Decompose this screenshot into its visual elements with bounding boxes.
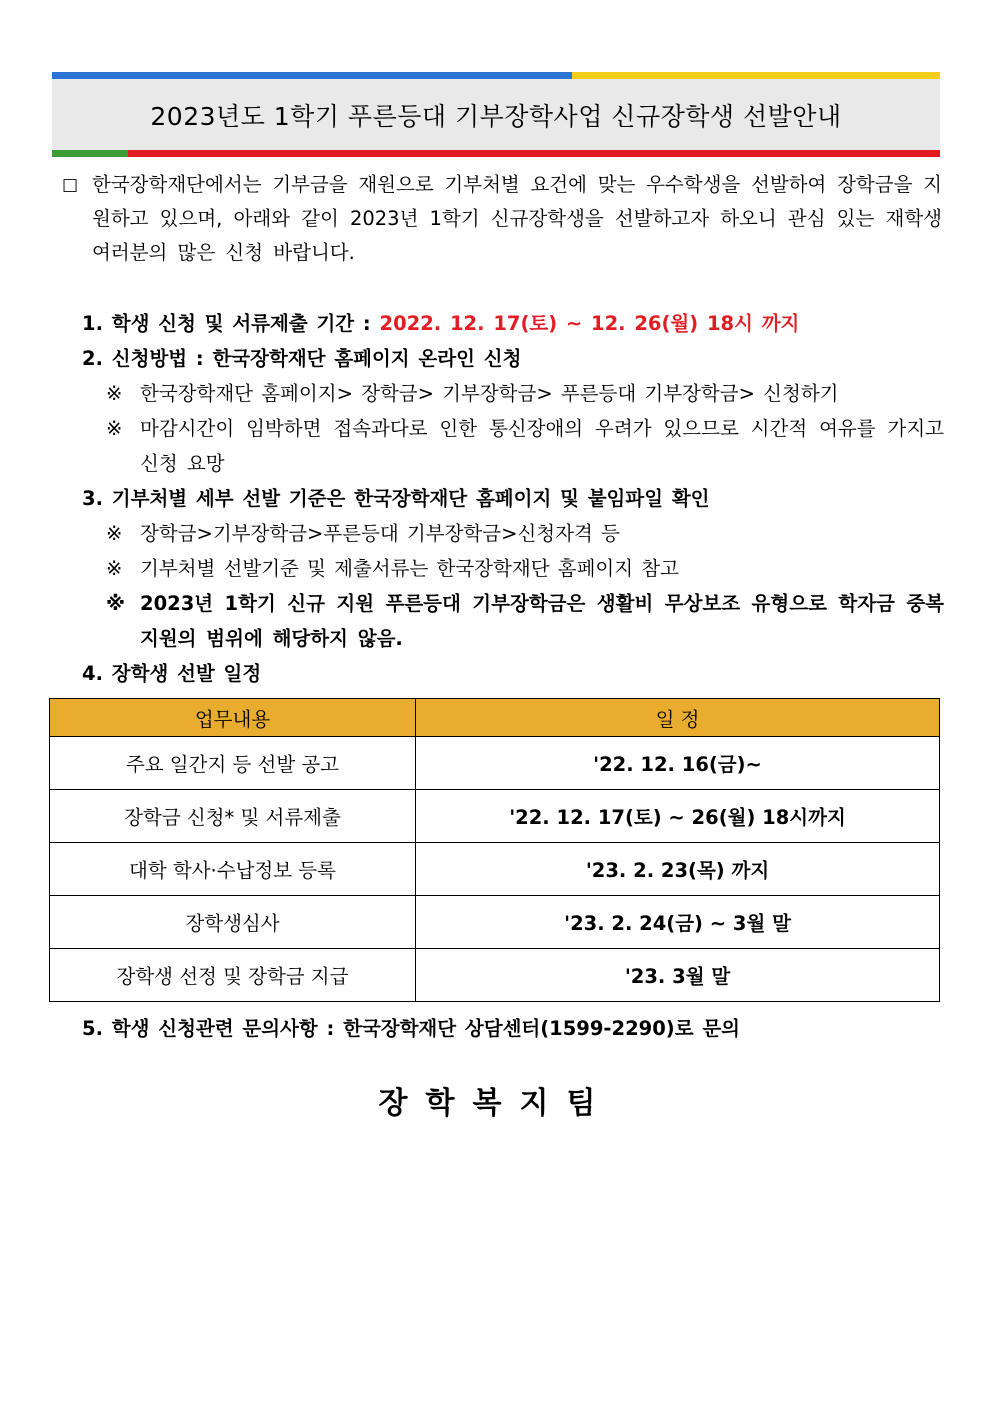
issuer-signature: 장학복지팀 bbox=[378, 1086, 614, 1121]
note-text: 장학금>기부장학금>푸른등대 기부장학금>신청자격 등 bbox=[140, 522, 620, 545]
column-header-task: 업무내용 bbox=[50, 699, 416, 737]
section-1-heading bbox=[82, 306, 944, 341]
application-period: 2022. 12. 17(토) ~ 12. 26(월) 18시 까지 bbox=[379, 312, 800, 335]
task-cell: 주요 일간지 등 선발 공고 bbox=[50, 737, 416, 790]
title-top-color-bar bbox=[52, 72, 940, 79]
task-cell: 장학생심사 bbox=[50, 896, 416, 949]
table-row bbox=[50, 896, 940, 949]
intro-paragraph bbox=[62, 168, 942, 270]
note-text: 2023년 1학기 신규 지원 푸른등대 기부장학금은 생활비 무상보조 유형으로 학자금 중복지원의 범위에 해당하지 않음. bbox=[140, 592, 944, 650]
date-cell: '22. 12. 17(토) ~ 26(월) 18시까지 bbox=[416, 790, 940, 843]
date-cell: '22. 12. 16(금)~ bbox=[416, 737, 940, 790]
note-text: 한국장학재단 홈페이지> 장학금> 기부장학금> 푸른등대 기부장학금> 신청하기 bbox=[140, 382, 839, 405]
section-2-note-1 bbox=[82, 376, 944, 411]
table-row bbox=[50, 949, 940, 1002]
schedule-table bbox=[49, 698, 940, 1002]
column-header-schedule: 일 정 bbox=[416, 699, 940, 737]
section-2-heading: 2. 신청방법 : 한국장학재단 홈페이지 온라인 신청 bbox=[82, 347, 522, 370]
task-cell: 대학 학사·수납정보 등록 bbox=[50, 843, 416, 896]
reference-mark-icon: ※ bbox=[106, 382, 123, 405]
section-4-heading: 4. 장학생 선발 일정 bbox=[82, 662, 262, 685]
reference-mark-icon: ※ bbox=[106, 417, 123, 440]
section-5-heading: 5. 학생 신청관련 문의사항 : 한국장학재단 상담센터(1599-2290)로 문의 bbox=[82, 1017, 741, 1040]
section-3-note-2 bbox=[82, 551, 944, 586]
task-cell: 장학생 선정 및 장학금 지급 bbox=[50, 949, 416, 1002]
date-cell: '23. 2. 24(금) ~ 3월 말 bbox=[416, 896, 940, 949]
blue-bar-segment bbox=[52, 72, 572, 79]
title-banner bbox=[52, 72, 940, 157]
table-row bbox=[50, 737, 940, 790]
section-3-note-1 bbox=[82, 516, 944, 551]
page-title: 2023년도 1학기 푸른등대 기부장학사업 신규장학생 선발안내 bbox=[150, 101, 842, 131]
section-1-label: 1. 학생 신청 및 서류제출 기간 : bbox=[82, 312, 380, 335]
table-row bbox=[50, 843, 940, 896]
date-cell: '23. 2. 23(목) 까지 bbox=[416, 843, 940, 896]
section-3-heading: 3. 기부처별 세부 선발 기준은 한국장학재단 홈페이지 및 붙임파일 확인 bbox=[82, 487, 710, 510]
note-text: 기부처별 선발기준 및 제출서류는 한국장학재단 홈페이지 참고 bbox=[140, 557, 679, 580]
title-box bbox=[52, 79, 940, 150]
intro-text: 한국장학재단에서는 기부금을 재원으로 기부처별 요건에 맞는 우수학생을 선발하여 장학금을 지원하고 있으며, 아래와 같이 2023년 1학기 신규장학생을 선발하고자 하오니 관심 있는 재학생 여러분의 많은 신청 바랍니다. bbox=[92, 173, 942, 264]
task-cell: 장학금 신청* 및 서류제출 bbox=[50, 790, 416, 843]
checkbox-square-icon: □ bbox=[62, 175, 79, 195]
yellow-bar-segment bbox=[572, 72, 940, 79]
notice-items bbox=[82, 306, 944, 691]
table-header-row bbox=[50, 699, 940, 737]
reference-mark-icon: ※ bbox=[106, 522, 123, 545]
red-bar-segment bbox=[128, 150, 940, 157]
title-bottom-color-bar bbox=[52, 150, 940, 157]
section-2-note-2 bbox=[82, 411, 944, 481]
reference-mark-icon: ※ bbox=[106, 592, 125, 615]
green-bar-segment bbox=[52, 150, 128, 157]
table-row bbox=[50, 790, 940, 843]
note-text: 마감시간이 임박하면 접속과다로 인한 통신장애의 우려가 있으므로 시간적 여유를 가지고 신청 요망 bbox=[140, 417, 944, 475]
date-cell: '23. 3월 말 bbox=[416, 949, 940, 1002]
section-3-note-3 bbox=[82, 586, 944, 656]
reference-mark-icon: ※ bbox=[106, 557, 123, 580]
